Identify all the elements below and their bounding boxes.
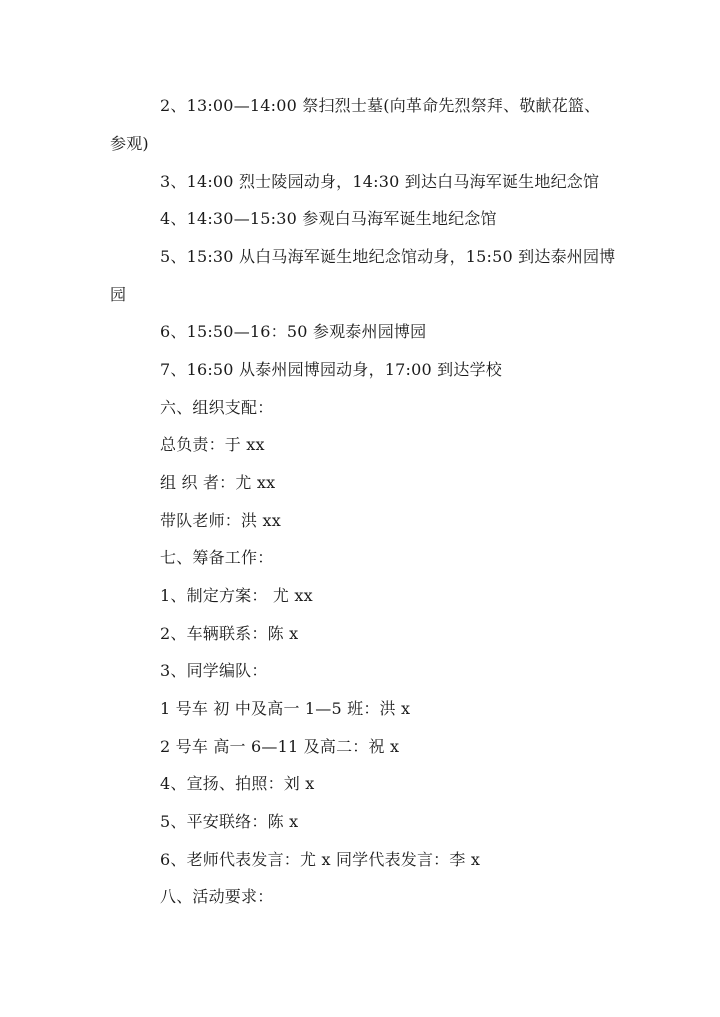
prep-item-1: 1、制定方案： 尤 xx <box>160 586 313 605</box>
prep-item-2: 2、车辆联系：陈 x <box>160 624 299 643</box>
section-heading-preparation: 七、筹备工作： <box>160 548 274 567</box>
schedule-item-2-continuation: 参观) <box>110 134 149 153</box>
bus-1-assignment: 1 号车 初 中及高一 1—5 班：洪 x <box>160 699 411 718</box>
bus-2-assignment: 2 号车 高一 6—11 及高二：祝 x <box>160 737 400 756</box>
org-organizer: 组 织 者：尤 xx <box>160 473 276 492</box>
org-accompanying-teacher: 带队老师：洪 xx <box>160 511 281 530</box>
prep-item-5: 5、平安联络：陈 x <box>160 812 299 831</box>
schedule-item-5: 5、15:30 从白马海军诞生地纪念馆动身，15:50 到达泰州园博 <box>160 247 616 266</box>
schedule-item-5-continuation: 园 <box>110 285 127 304</box>
section-heading-organization: 六、组织支配： <box>160 398 274 417</box>
schedule-item-3: 3、14:00 烈士陵园动身，14:30 到达白马海军诞生地纪念馆 <box>160 172 600 191</box>
prep-item-3: 3、同学编队： <box>160 661 268 680</box>
schedule-item-6: 6、15:50—16：50 参观泰州园博园 <box>160 322 427 341</box>
schedule-item-2: 2、13:00—14:00 祭扫烈士墓(向革命先烈祭拜、敬献花篮、 <box>160 96 601 115</box>
prep-item-4: 4、宣扬、拍照：刘 x <box>160 774 315 793</box>
org-general-lead: 总负责：于 xx <box>160 435 265 454</box>
schedule-item-4: 4、14:30—15:30 参观白马海军诞生地纪念馆 <box>160 209 497 228</box>
schedule-item-7: 7、16:50 从泰州园博园动身，17:00 到达学校 <box>160 360 502 379</box>
prep-item-6: 6、老师代表发言：尤 x 同学代表发言：李 x <box>160 850 481 869</box>
section-heading-requirements: 八、活动要求： <box>160 887 274 906</box>
